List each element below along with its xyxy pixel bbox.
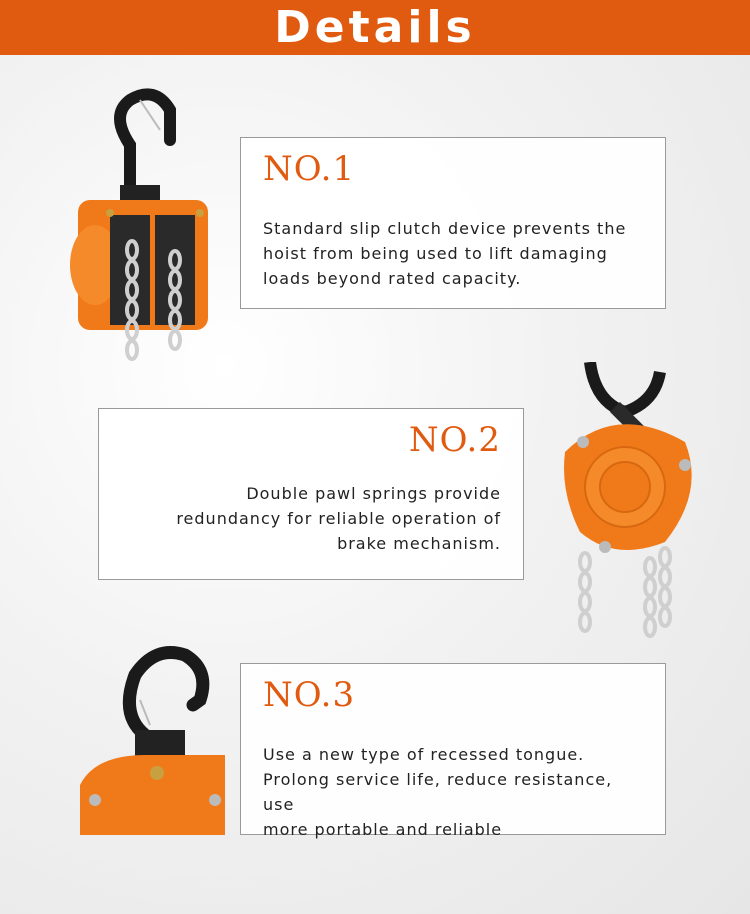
chain-hoist-image-side — [555, 362, 715, 644]
chain-hoist-image-top — [70, 85, 220, 365]
feature-description: Use a new type of recessed tongue. Prolong service life, reduce resistance, use more portable and reliable — [263, 745, 613, 839]
feature-description: Double pawl springs provide redundancy for reliable operation of brake mechanism. — [176, 484, 501, 553]
header-banner — [0, 0, 750, 55]
feature-card-1 — [240, 137, 666, 309]
feature-number: NO.1 — [263, 149, 356, 189]
page-title: Details — [274, 2, 476, 53]
feature-number: NO.2 — [408, 420, 501, 460]
feature-number: NO.3 — [263, 675, 356, 715]
feature-card-2 — [98, 408, 524, 580]
feature-card-3 — [240, 663, 666, 839]
chain-hoist-image-hook — [75, 645, 235, 835]
feature-description: Standard slip clutch device prevents the hoist from being used to lift damaging loads beyond rated capacity. — [263, 219, 627, 288]
